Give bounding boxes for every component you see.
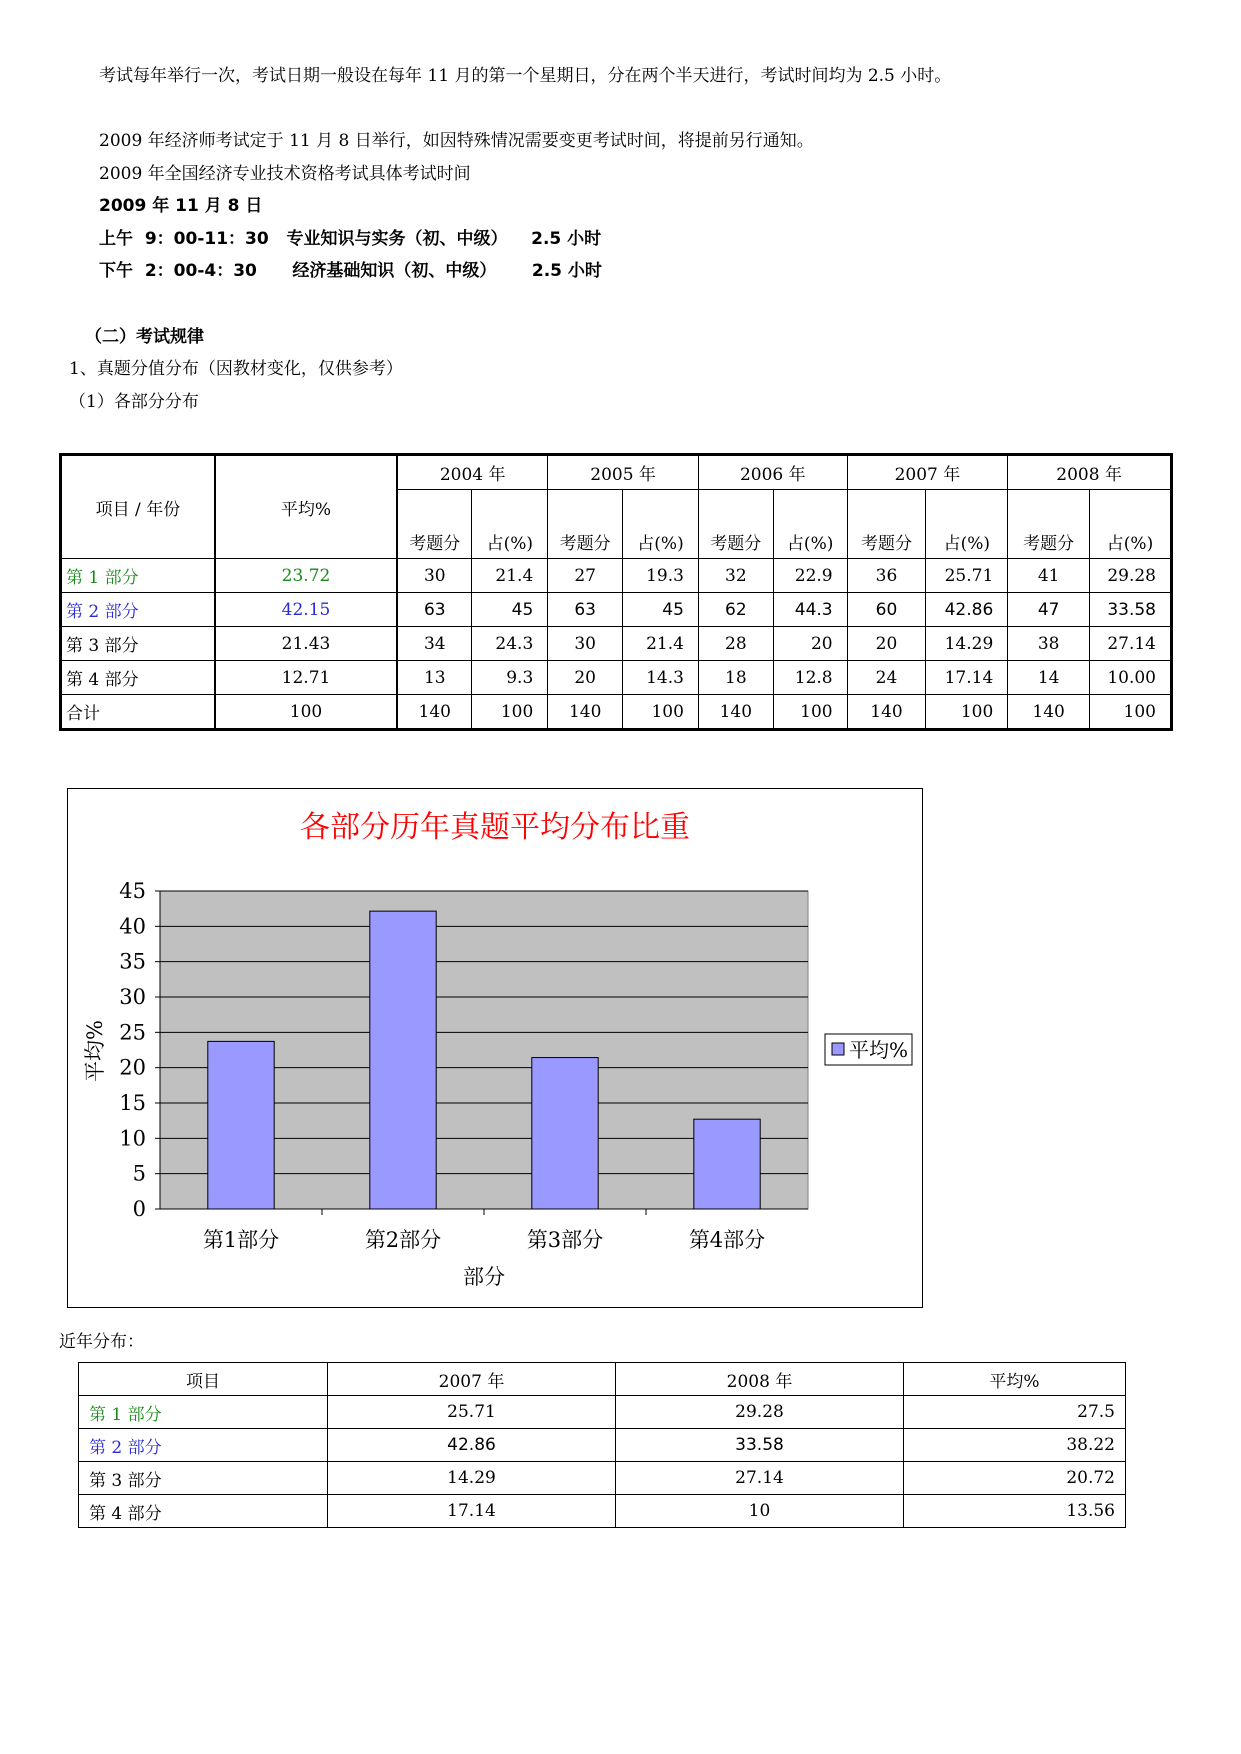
distribution-table	[59, 453, 1173, 731]
cell-value: 14.29	[328, 1462, 616, 1495]
intro-line-3: 2009 年全国经济专业技术资格考试具体考试时间	[99, 164, 471, 184]
y-tick-label: 25	[119, 1020, 146, 1045]
cell-score: 32	[698, 559, 773, 593]
cell-score: 38	[1008, 627, 1090, 661]
row-label: 第 1 部分	[79, 1396, 328, 1429]
intro-line-2: 2009 年经济师考试定于 11 月 8 日举行，如因特殊情况需要变更考试时间，将提前另行通知。	[99, 131, 814, 151]
cell-value: 38.22	[904, 1429, 1126, 1462]
row-label: 第 3 部分	[61, 627, 215, 661]
cell-score: 140	[847, 695, 926, 730]
header-pct: 占(%)	[926, 490, 1008, 559]
header-score: 考题分	[847, 490, 926, 559]
t2-header: 项目	[79, 1363, 328, 1396]
cell-score: 41	[1008, 559, 1090, 593]
cell-score: 27	[548, 559, 623, 593]
table-row	[61, 661, 1172, 695]
cell-pct: 33.58	[1090, 593, 1172, 627]
row-label: 第 1 部分	[61, 559, 215, 593]
cell-score: 140	[698, 695, 773, 730]
header-score: 考题分	[1008, 490, 1090, 559]
cell-pct: 21.4	[472, 559, 548, 593]
y-tick-label: 0	[132, 1197, 146, 1221]
t2-header: 2008 年	[616, 1363, 904, 1396]
y-tick-label: 35	[119, 949, 146, 974]
cell-score: 30	[397, 559, 472, 593]
cell-pct: 17.14	[926, 661, 1008, 695]
cell-pct: 44.3	[773, 593, 847, 627]
header-avg: 平均%	[215, 455, 397, 559]
cell-pct: 45	[472, 593, 548, 627]
cell-pct: 10.00	[1090, 661, 1172, 695]
cell-value: 10	[616, 1495, 904, 1528]
header-pct: 占(%)	[472, 490, 548, 559]
header-year: 2006 年	[698, 455, 847, 490]
cell-pct: 100	[623, 695, 699, 730]
table-row	[61, 627, 1172, 661]
cell-pct: 100	[926, 695, 1008, 730]
header-year: 2007 年	[847, 455, 1008, 490]
exam-afternoon: 下午 2：00-4：30 经济基础知识（初、中级） 2.5 小时	[99, 261, 602, 281]
cell-pct: 45	[623, 593, 699, 627]
x-axis-label: 部分	[463, 1265, 505, 1289]
x-tick-label: 第3部分	[526, 1228, 604, 1252]
cell-score: 20	[548, 661, 623, 695]
table-row	[79, 1495, 1126, 1528]
row-avg: 12.71	[215, 661, 397, 695]
y-tick-label: 5	[132, 1161, 146, 1186]
cell-value: 33.58	[616, 1429, 904, 1462]
cell-pct: 25.71	[926, 559, 1008, 593]
cell-pct: 100	[773, 695, 847, 730]
cell-pct: 24.3	[472, 627, 548, 661]
table-row	[61, 695, 1172, 730]
cell-pct: 100	[1090, 695, 1172, 730]
cell-score: 140	[1008, 695, 1090, 730]
t2-header: 2007 年	[328, 1363, 616, 1396]
cell-score: 34	[397, 627, 472, 661]
table2-caption: 近年分布：	[59, 1332, 144, 1352]
header-year: 2004 年	[397, 455, 548, 490]
legend-swatch	[832, 1043, 844, 1055]
cell-value: 17.14	[328, 1495, 616, 1528]
cell-value: 20.72	[904, 1462, 1126, 1495]
cell-score: 24	[847, 661, 926, 695]
row-label: 第 2 部分	[79, 1429, 328, 1462]
cell-pct: 27.14	[1090, 627, 1172, 661]
cell-pct: 12.8	[773, 661, 847, 695]
x-tick-label: 第2部分	[364, 1228, 442, 1252]
x-tick-label: 第4部分	[688, 1228, 766, 1252]
cell-score: 36	[847, 559, 926, 593]
y-axis-label: 平均%	[83, 1020, 107, 1082]
cell-score: 62	[698, 593, 773, 627]
cell-score: 63	[397, 593, 472, 627]
cell-score: 28	[698, 627, 773, 661]
header-year: 2008 年	[1008, 455, 1172, 490]
header-pct: 占(%)	[773, 490, 847, 559]
cell-value: 42.86	[328, 1429, 616, 1462]
cell-score: 60	[847, 593, 926, 627]
cell-value: 25.71	[328, 1396, 616, 1429]
header-score: 考题分	[548, 490, 623, 559]
row-avg: 23.72	[215, 559, 397, 593]
legend	[825, 1034, 912, 1065]
y-tick-label: 20	[119, 1055, 146, 1080]
bar	[532, 1058, 598, 1209]
table-row	[61, 593, 1172, 627]
row-avg: 21.43	[215, 627, 397, 661]
bar	[208, 1041, 274, 1209]
y-tick-label: 45	[119, 879, 146, 903]
cell-pct: 42.86	[926, 593, 1008, 627]
cell-pct: 100	[472, 695, 548, 730]
row-label: 第 2 部分	[61, 593, 215, 627]
cell-pct: 19.3	[623, 559, 699, 593]
cell-pct: 14.29	[926, 627, 1008, 661]
exam-date: 2009 年 11 月 8 日	[99, 196, 263, 216]
section-sub-2: （1）各部分分布	[69, 392, 199, 412]
header-item: 项目 / 年份	[61, 455, 215, 559]
cell-score: 20	[847, 627, 926, 661]
cell-pct: 14.3	[623, 661, 699, 695]
row-label: 第 4 部分	[61, 661, 215, 695]
exam-morning: 上午 9：00-11：30 专业知识与实务（初、中级） 2.5 小时	[99, 229, 602, 249]
row-label: 合计	[61, 695, 215, 730]
table-row	[79, 1396, 1126, 1429]
bar	[370, 911, 436, 1209]
cell-pct: 29.28	[1090, 559, 1172, 593]
row-label: 第 4 部分	[79, 1495, 328, 1528]
bar-chart	[67, 788, 923, 1308]
recent-distribution-table	[78, 1362, 1126, 1528]
legend-label: 平均%	[849, 1038, 909, 1062]
row-avg: 42.15	[215, 593, 397, 627]
cell-score: 30	[548, 627, 623, 661]
cell-value: 27.5	[904, 1396, 1126, 1429]
y-tick-label: 10	[119, 1126, 146, 1151]
cell-value: 29.28	[616, 1396, 904, 1429]
t2-header: 平均%	[904, 1363, 1126, 1396]
row-avg: 100	[215, 695, 397, 730]
cell-score: 13	[397, 661, 472, 695]
cell-score: 140	[548, 695, 623, 730]
cell-pct: 9.3	[472, 661, 548, 695]
chart-title: 各部分历年真题平均分布比重	[300, 810, 690, 845]
cell-score: 140	[397, 695, 472, 730]
cell-value: 13.56	[904, 1495, 1126, 1528]
cell-score: 47	[1008, 593, 1090, 627]
intro-line-1: 考试每年举行一次，考试日期一般设在每年 11 月的第一个星期日，分在两个半天进行，考试时间均为 2.5 小时。	[99, 66, 952, 86]
bar	[694, 1119, 760, 1209]
cell-pct: 22.9	[773, 559, 847, 593]
cell-score: 14	[1008, 661, 1090, 695]
header-score: 考题分	[397, 490, 472, 559]
header-pct: 占(%)	[623, 490, 699, 559]
x-tick-label: 第1部分	[202, 1228, 280, 1252]
y-tick-label: 30	[119, 985, 146, 1009]
chart-svg	[68, 789, 922, 1307]
header-pct: 占(%)	[1090, 490, 1172, 559]
section-heading: （二）考试规律	[85, 327, 204, 347]
table-row	[61, 559, 1172, 593]
row-label: 第 3 部分	[79, 1462, 328, 1495]
cell-pct: 20	[773, 627, 847, 661]
section-sub-1: 1、真题分值分布（因教材变化，仅供参考）	[69, 359, 403, 379]
cell-pct: 21.4	[623, 627, 699, 661]
cell-score: 18	[698, 661, 773, 695]
table-row	[79, 1429, 1126, 1462]
y-tick-label: 15	[119, 1091, 146, 1115]
header-score: 考题分	[698, 490, 773, 559]
header-year: 2005 年	[548, 455, 699, 490]
table-row	[79, 1462, 1126, 1495]
cell-score: 63	[548, 593, 623, 627]
cell-value: 27.14	[616, 1462, 904, 1495]
y-tick-label: 40	[119, 914, 146, 939]
